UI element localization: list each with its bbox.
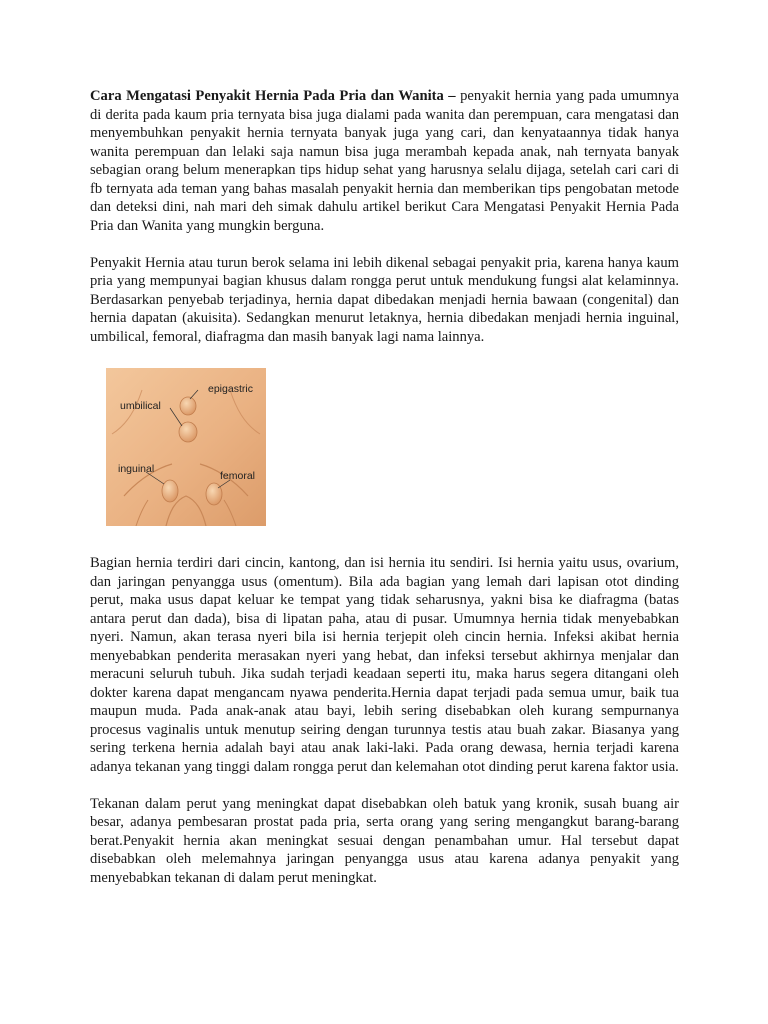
epigastric-bulge [180,397,196,415]
article-title: Cara Mengatasi Penyakit Hernia Pada Pria dan Wanita [90,88,444,104]
hernia-anatomy-image [106,368,266,526]
paragraph-3: Bagian hernia terdiri dari cincin, kantong, dan isi hernia itu sendiri. Isi hernia yaitu usus, ovarium, dan jaringan penyangga usus (omentum). Bila ada bagian yang lemah dari lapisan otot dinding perut, maka usus dapat keluar ke tempat yang tidak seharusnya, yakni bisa ke diafragma (batas antara perut dan dada), bisa di lipatan paha, atau di pusar. Umumnya hernia tidak menyebabkan nyeri. Namun, akan terasa nyeri bila isi hernia terjepit oleh cincin hernia. Infeksi akibat hernia menyebabkan penderita merasakan nyeri yang hebat, dan infeksi tersebut akhirnya menjalar dan meracuni seluruh tubuh. Jika sudah terjadi keadaan seperti itu, maka harus segera ditangani oleh dokter karena dapat mengancam nyawa penderita.Hernia dapat terjadi pada semua umur, baik tua maupun muda. Pada anak-anak atau bayi, lebih sering disebabkan oleh kurang sempurnanya procesus vaginalis untuk menutup seiring dengan turunnya testis atau buah zakar. Biasanya yang sering terkena hernia adalah bayi atau anak laki-laki. Pada orang dewasa, hernia terjadi karena adanya tekanan yang tinggi dalam rongga perut dan kelemahan otot dinding perut karena faktor usia. [90,555,679,775]
inguinal-bulge [162,480,178,502]
femoral-bulge [206,483,222,505]
intro-text: penyakit hernia yang pada umumnya di derita pada kaum pria ternyata bisa juga dialami pada wanita dan perempuan, cara mengatasi dan menyembuhkan penyakit hernia ternyata banyak juga yang cari, dan kenyataannya tidak hanya wanita perempuan dan lelaki saja namun bisa juga merambah kepada anak, nah ternyata banyak sebagian orang belum menerapkan tips hidup sehat yang harusnya selalu dijaga, setelah cari cari di fb ternyata ada teman yang bahas masalah penyakit hernia dan memberikan tips pengobatan metode dan deteksi dini, nah mari deh simak dahulu artikel berikut Cara Mengatasi Penyakit Hernia Pada Pria dan Wanita yang mungkin berguna. [90,88,679,234]
document-body [90,87,679,906]
paragraph-2: Penyakit Hernia atau turun berok selama ini lebih dikenal sebagai penyakit pria, karena hanya kaum pria yang mempunyai bagian khusus dalam rongga perut untuk mendukung fungsi alat kelaminnya. Berdasarkan penyebab terjadinya, hernia dapat dibedakan menjadi hernia bawaan (congenital) dan hernia dapatan (akuisita). Sedangkan menurut letaknya, hernia dibedakan menjadi hernia inguinal, umbilical, femoral, diafragma dan masih banyak lagi nama lainnya. [90,254,679,345]
paragraph-4: Tekanan dalam perut yang meningkat dapat disebabkan oleh batuk yang kronik, susah buang air besar, adanya pembesaran prostat pada pria, serta orang yang sering mengangkut barang-barang berat.Penyakit hernia akan meningkat sesuai dengan penambahan umur. Hal tersebut dapat disebabkan oleh melemahnya jaringan penyangga usus atau karena adanya penyakit yang menyebabkan tekanan di dalam perut meningkat. [90,795,679,886]
label-inguinal: inguinal [118,463,155,475]
intro-paragraph [90,87,679,235]
label-epigastric: epigastric [208,383,253,395]
title-separator: – [443,88,461,104]
label-femoral: femoral [220,470,256,482]
hernia-illustration [106,368,266,526]
label-umbilical: umbilical [120,400,161,412]
